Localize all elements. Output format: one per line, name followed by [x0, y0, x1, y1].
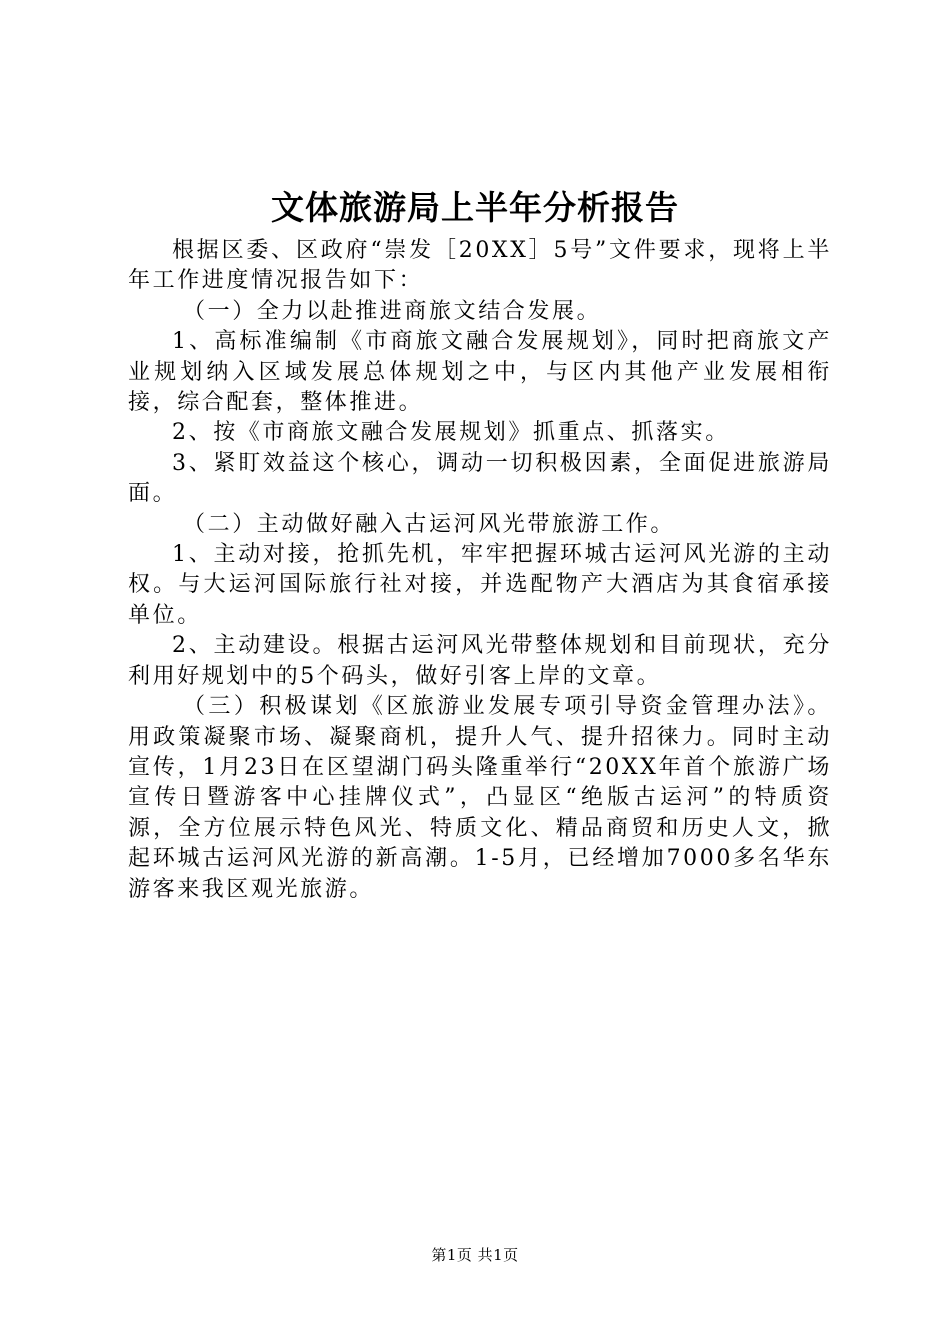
paragraph-2-2: 2、主动建设。根据古运河风光带整体规划和目前现状，充分利用好规划中的5个码头，做好引客上岸的文章。 — [128, 633, 832, 689]
document-body — [128, 236, 832, 905]
paragraph-1-2: 2、按《市商旅文融合发展规划》抓重点、抓落实。 — [172, 420, 730, 446]
section-3-paragraph: （三）积极谋划《区旅游业发展专项引导资金管理办法》。用政策凝聚市场、凝聚商机，提升人气、提升招徕力。同时主动宣传，1月23日在区望湖门码头隆重举行“20XX年首个旅游广场宣传日暨游客中心挂牌仪式”，凸显区“绝版古运河”的特质资源，全方位展示特色风光、特质文化、精品商贸和历史人文，掀起环城古运河风光游的新高潮。1-5月，已经增加7000多名华东游客来我区观光旅游。 — [128, 694, 832, 902]
paragraph-1-1: 1、高标准编制《市商旅文融合发展规划》，同时把商旅文产业规划纳入区域发展总体规划之中，与区内其他产业发展相衔接，综合配套，整体推进。 — [128, 329, 832, 416]
paragraph-2-1: 1、主动对接，抢抓先机，牢牢把握环城古运河风光游的主动权。与大运河国际旅行社对接，并选配物产大酒店为其食宿承接单位。 — [128, 542, 832, 628]
page-footer: 第1页 共1页 — [431, 1246, 519, 1264]
paragraph-intro: 根据区委、区政府“崇发［20XX］5号”文件要求，现将上半年工作进度情况报告如下： — [128, 238, 832, 294]
section-heading-2: （二）主动做好融入古运河风光带旅游工作。 — [183, 511, 676, 537]
paragraph-1-3: 3、紧盯效益这个核心，调动一切积极因素，全面促进旅游局面。 — [128, 450, 832, 507]
section-heading-1: （一）全力以赴推进商旅文结合发展。 — [183, 298, 602, 324]
document-title: 文体旅游局上半年分析报告 — [271, 188, 679, 227]
